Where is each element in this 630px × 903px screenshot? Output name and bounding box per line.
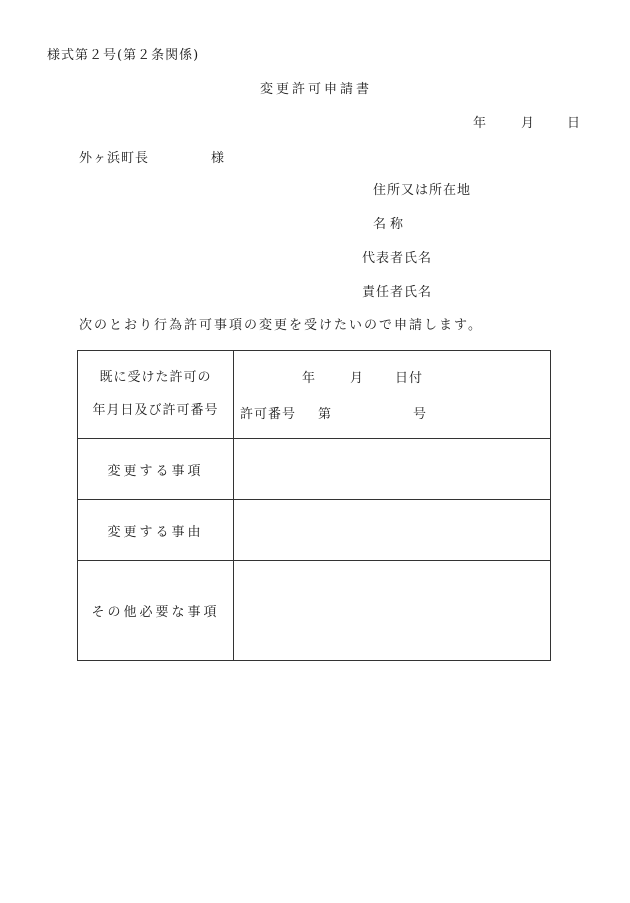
request-sentence: 次のとおり行為許可事項の変更を受けたいので申請します。 xyxy=(79,318,483,333)
permit-number-prefix: 第 xyxy=(318,407,333,422)
table-row-change-reason xyxy=(78,500,551,561)
change-matter-value-cell[interactable] xyxy=(234,439,551,500)
prior-permit-label-line2: 年月日及び許可番号 xyxy=(92,403,219,418)
table-row-change-matter xyxy=(78,439,551,500)
change-reason-label: 変更する事由 xyxy=(107,524,204,540)
change-reason-value-cell[interactable] xyxy=(234,500,551,561)
other-matters-value-cell[interactable] xyxy=(234,561,551,661)
document-title: 変更許可申請書 xyxy=(260,82,373,97)
prior-permit-number xyxy=(240,403,550,422)
application-date xyxy=(473,116,581,132)
change-matter-label-cell xyxy=(78,439,234,500)
request-table xyxy=(77,350,551,661)
table-row-prior-permit xyxy=(78,351,551,439)
addressee xyxy=(79,151,225,167)
applicant-address-label: 住所又は所在地 xyxy=(373,183,472,198)
prior-date-year: 年 xyxy=(302,371,317,386)
prior-date-day: 日付 xyxy=(395,371,424,386)
prior-permit-date xyxy=(240,367,550,386)
change-reason-label-cell xyxy=(78,500,234,561)
addressee-name: 外ヶ浜町長 xyxy=(79,151,150,166)
applicant-responsible-label: 責任者氏名 xyxy=(362,285,433,300)
date-day-label: 日 xyxy=(567,116,582,131)
addressee-honorific: 様 xyxy=(211,151,226,166)
permit-number-suffix: 号 xyxy=(413,407,428,422)
date-year-label: 年 xyxy=(473,116,488,131)
change-matter-label: 変更する事項 xyxy=(107,463,204,479)
other-matters-label: その他必要な事項 xyxy=(91,605,220,620)
applicant-representative-label: 代表者氏名 xyxy=(362,251,433,266)
prior-permit-label-cell xyxy=(78,351,234,439)
prior-date-month: 月 xyxy=(350,371,365,386)
date-month-label: 月 xyxy=(521,116,536,131)
prior-permit-label-line1: 既に受けた許可の xyxy=(99,370,212,385)
permit-number-label: 許可番号 xyxy=(240,407,297,422)
prior-permit-value-cell[interactable] xyxy=(234,351,551,439)
form-number: 様式第２号(第２条関係) xyxy=(47,48,200,63)
applicant-name-label: 名称 xyxy=(373,217,408,232)
other-matters-label-cell xyxy=(78,561,234,661)
table-row-other-matters xyxy=(78,561,551,661)
